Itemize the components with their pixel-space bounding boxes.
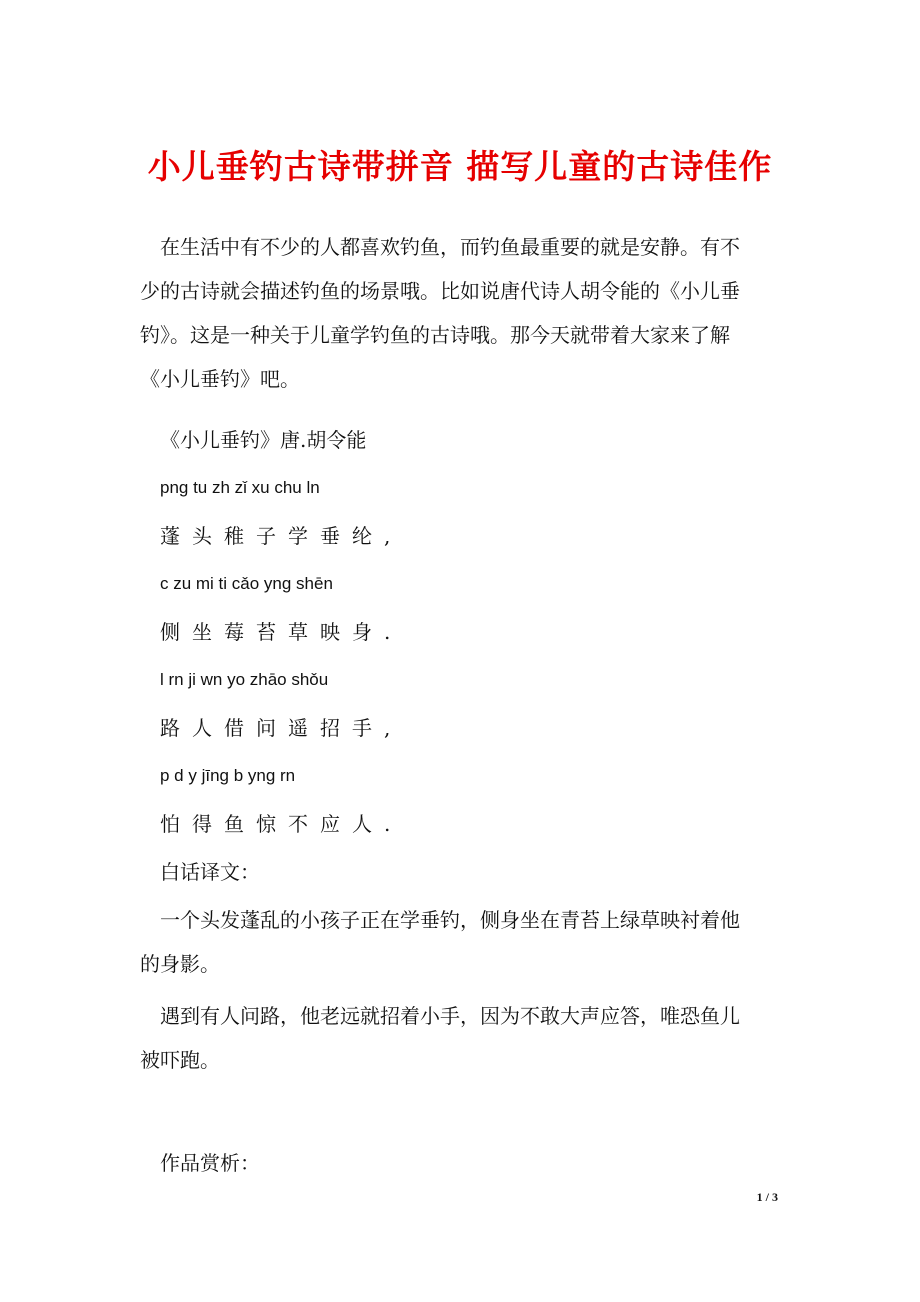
appreciation-heading: 作品赏析： xyxy=(160,1151,260,1175)
translation-1-line-1: 一个头发蓬乱的小孩子正在学垂钓，侧身坐在青苔上绿草映衬着他 xyxy=(160,908,740,932)
page-number: 1 / 3 xyxy=(756,1190,778,1204)
document-title: 小儿垂钓古诗带拼音 描写儿童的古诗佳作 xyxy=(147,147,773,186)
poem-pinyin-line-2: c zu mi ti cǎo yng shēn xyxy=(160,574,333,593)
translation-paragraph-1 xyxy=(140,898,782,986)
intro-line-2: 少的古诗就会描述钓鱼的场景哦。比如说唐代诗人胡令能的《小儿垂 xyxy=(140,279,740,303)
poem-line-4: 怕得鱼惊不应人. xyxy=(160,812,403,836)
translation-2-line-2: 被吓跑。 xyxy=(140,1048,220,1072)
intro-paragraph xyxy=(140,225,782,401)
intro-line-3: 钓》。这是一种关于儿童学钓鱼的古诗哦。那今天就带着大家来了解 xyxy=(140,323,730,347)
translation-heading: 白话译文： xyxy=(160,860,260,884)
poem-line-1: 蓬头稚子学垂纶, xyxy=(160,524,403,548)
poem-pinyin-line-1: png tu zh zǐ xu chu ln xyxy=(160,478,320,497)
poem-pinyin-line-4: p d y jīng b yng rn xyxy=(160,766,296,785)
intro-line-4: 《小儿垂钓》吧。 xyxy=(140,367,300,391)
translation-paragraph-2 xyxy=(140,994,782,1082)
poem-line-3: 路人借问遥招手, xyxy=(160,716,403,740)
translation-1-line-2: 的身影。 xyxy=(140,952,220,976)
poem-line-2: 侧坐莓苔草映身. xyxy=(160,620,403,644)
poem-heading: 《小儿垂钓》唐.胡令能 xyxy=(160,428,367,452)
translation-2-line-1: 遇到有人问路，他老远就招着小手，因为不敢大声应答，唯恐鱼儿 xyxy=(160,1004,740,1028)
intro-line-1: 在生活中有不少的人都喜欢钓鱼，而钓鱼最重要的就是安静。有不 xyxy=(160,235,740,259)
poem-pinyin-line-3: l rn ji wn yo zhāo shǒu xyxy=(160,670,329,689)
